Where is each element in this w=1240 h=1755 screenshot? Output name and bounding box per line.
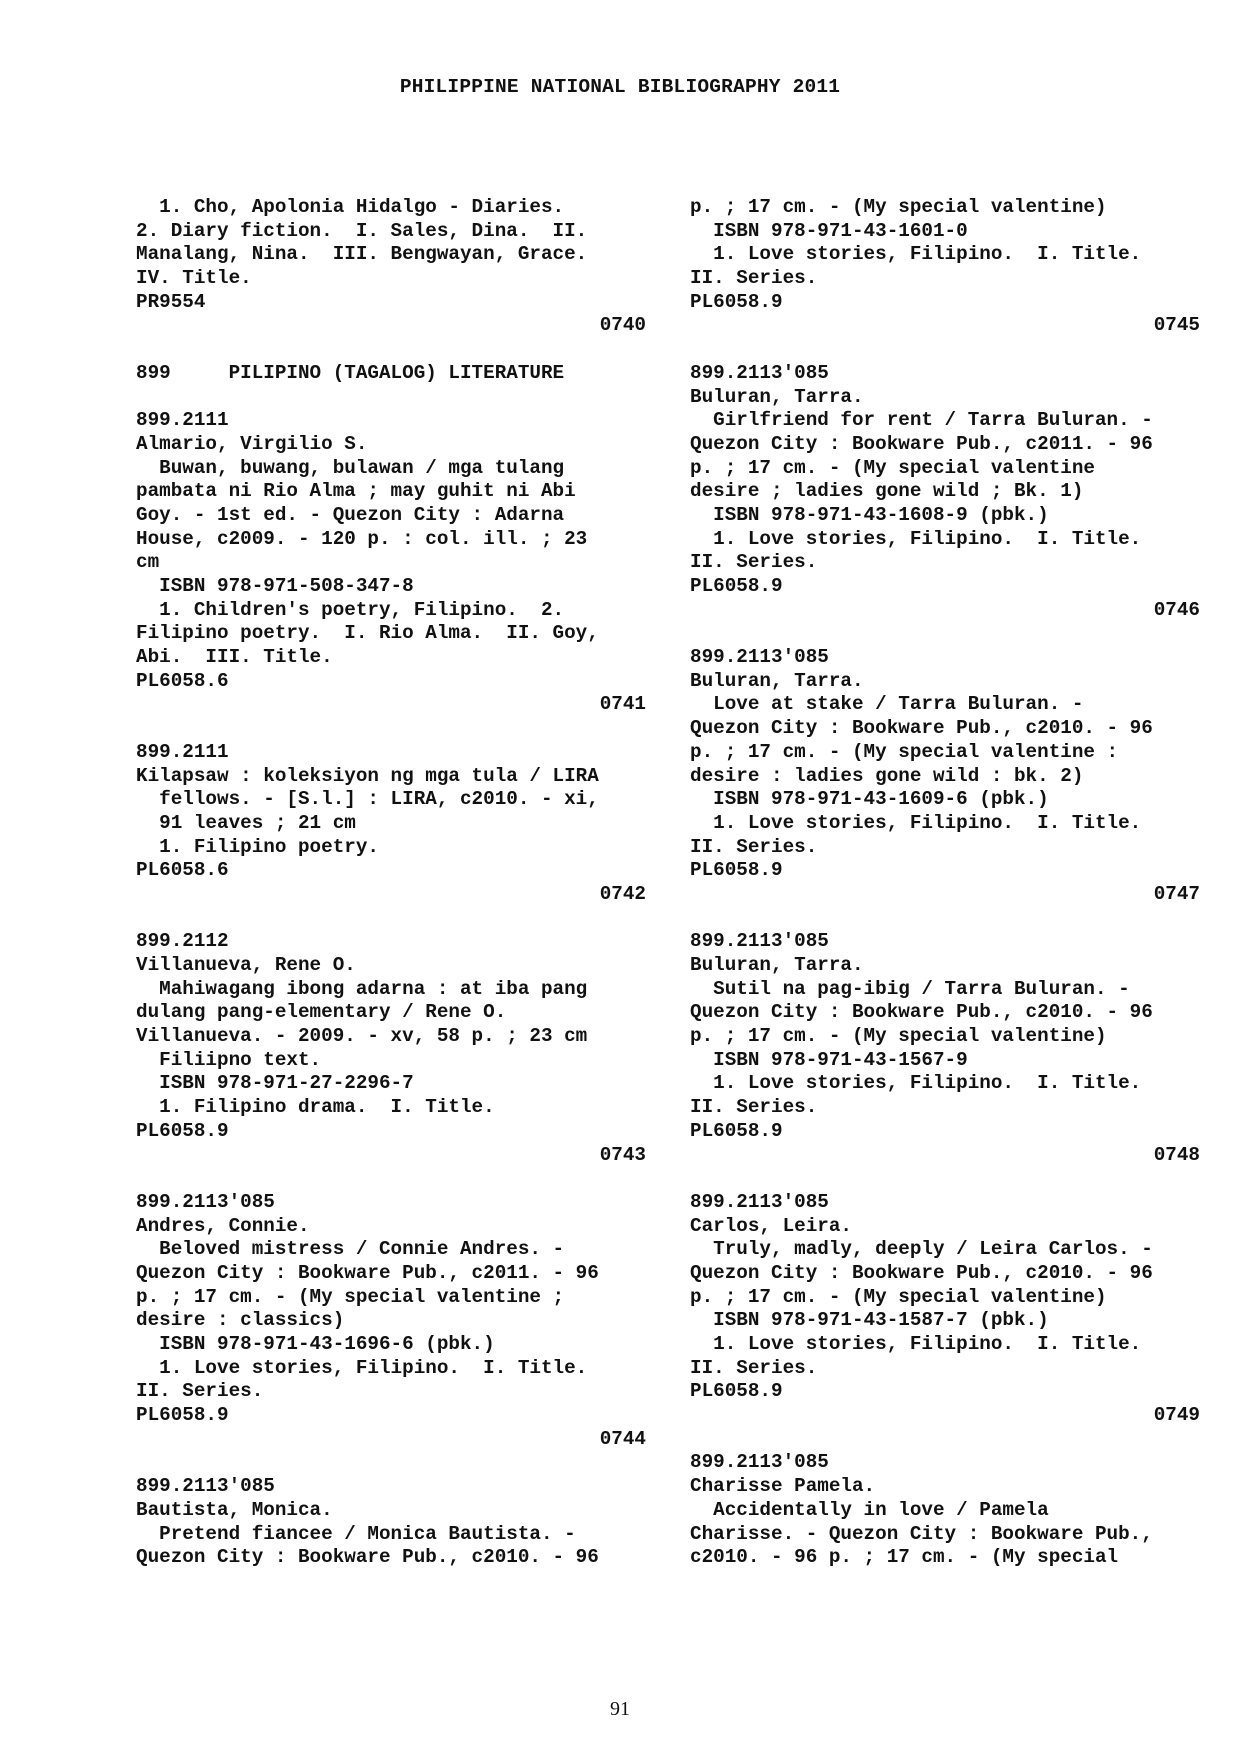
entry-line: Buwan, buwang, bulawan / mga tulang bbox=[136, 456, 565, 479]
entry-line: PL6058.6 bbox=[136, 669, 229, 692]
entry-line: II. Series. bbox=[690, 1096, 818, 1119]
entry-line: 899.2111 bbox=[136, 740, 229, 763]
entry-line: ISBN 978-971-43-1601-0 bbox=[690, 219, 968, 242]
entry-number: 0740 bbox=[599, 314, 646, 337]
blank-line bbox=[690, 1167, 1200, 1191]
entry-line: Quezon City : Bookware Pub., c2010. - 96 bbox=[690, 1261, 1153, 1284]
blank-line bbox=[690, 1428, 1200, 1452]
entry-line: Beloved mistress / Connie Andres. - bbox=[136, 1238, 565, 1261]
entry-line: c2010. - 96 p. ; 17 cm. - (My special bbox=[690, 1546, 1119, 1569]
entry-line: Andres, Connie. bbox=[136, 1214, 310, 1237]
blank-line bbox=[136, 1451, 646, 1475]
entry-number: 0743 bbox=[599, 1143, 646, 1166]
entry-line: PL6058.9 bbox=[136, 1119, 229, 1142]
entry-line: Quezon City : Bookware Pub., c2010. - 96 bbox=[136, 1546, 599, 1569]
entry-line: Villanueva. - 2009. - xv, 58 p. ; 23 cm bbox=[136, 1025, 588, 1048]
blank-line bbox=[690, 622, 1200, 646]
entry-line: Buluran, Tarra. bbox=[690, 954, 864, 976]
entry-number: 0741 bbox=[599, 693, 646, 716]
entry-line: Manalang, Nina. III. Bengwayan, Grace. bbox=[136, 243, 588, 266]
entry-line: p. ; 17 cm. - (My special valentine) bbox=[690, 196, 1107, 218]
entry-line: 1. Children's poetry, Filipino. 2. bbox=[136, 598, 565, 621]
blank-line bbox=[136, 338, 646, 362]
entry-line: p. ; 17 cm. - (My special valentine) bbox=[690, 1285, 1107, 1308]
entry-line: 899.2113'085 bbox=[690, 1451, 829, 1474]
entry-line: 899.2112 bbox=[136, 930, 229, 953]
entry-line: House, c2009. - 120 p. : col. ill. ; 23 bbox=[136, 527, 588, 550]
entry-line: II. Series. bbox=[690, 267, 818, 290]
entry-line: ISBN 978-971-43-1567-9 bbox=[690, 1048, 968, 1071]
entry-line: Filiipno text. bbox=[136, 1048, 322, 1071]
entry-line: Carlos, Leira. bbox=[690, 1214, 852, 1237]
entry-line: 1. Love stories, Filipino. I. Title. bbox=[690, 527, 1142, 550]
entry-line: II. Series. bbox=[690, 551, 818, 574]
entry-line: PL6058.9 bbox=[690, 1119, 783, 1142]
page-number: 91 bbox=[610, 1698, 630, 1720]
entry-line: 1. Cho, Apolonia Hidalgo - Diaries. bbox=[136, 196, 565, 218]
entry-line: 1. Love stories, Filipino. I. Title. bbox=[690, 811, 1142, 834]
entry-line: PL6058.9 bbox=[690, 575, 783, 597]
entry-line: 899.2113'085 bbox=[690, 930, 829, 953]
entry-line: Buluran, Tarra. bbox=[690, 669, 864, 692]
entry-number: 0742 bbox=[599, 882, 646, 905]
blank-line bbox=[690, 338, 1200, 362]
entry-line: pambata ni Rio Alma ; may guhit ni Abi bbox=[136, 480, 576, 503]
entry-line: PL6058.9 bbox=[690, 859, 783, 882]
entry-line: 899.2113'085 bbox=[690, 646, 829, 669]
entry-line: cm bbox=[136, 551, 160, 574]
entry-line: II. Series. bbox=[690, 1356, 818, 1379]
entry-number: 0749 bbox=[1153, 1404, 1200, 1427]
entry-line: Goy. - 1st ed. - Quezon City : Adarna bbox=[136, 503, 565, 526]
entry-line: Love at stake / Tarra Buluran. - bbox=[690, 693, 1084, 716]
entry-line: 899.2113'085 bbox=[136, 1475, 275, 1498]
entry-number: 0747 bbox=[1153, 882, 1200, 905]
entry-line: Filipino poetry. I. Rio Alma. II. Goy, bbox=[136, 622, 599, 645]
entry-line: Almario, Virgilio S. bbox=[136, 432, 368, 455]
entry-number: 0744 bbox=[599, 1427, 646, 1450]
blank-line bbox=[690, 907, 1200, 931]
entry-line: Quezon City : Bookware Pub., c2010. - 96 bbox=[690, 717, 1153, 740]
entry-line: desire : ladies gone wild : bk. 2) bbox=[690, 764, 1084, 787]
entry-line: 1. Filipino poetry. bbox=[136, 835, 379, 858]
entry-line: 899.2113'085 bbox=[690, 361, 829, 384]
entry-line: Quezon City : Bookware Pub., c2011. - 96 bbox=[136, 1261, 599, 1284]
running-title: PHILIPPINE NATIONAL BIBLIOGRAPHY 2011 bbox=[399, 76, 841, 98]
entry-line: Charisse. - Quezon City : Bookware Pub., bbox=[690, 1522, 1153, 1545]
entry-line: Kilapsaw : koleksiyon ng mga tula / LIRA bbox=[136, 764, 599, 787]
entry-line: 899.2113'085 bbox=[690, 1190, 829, 1213]
entry-line: fellows. - [S.l.] : LIRA, c2010. - xi, bbox=[136, 788, 599, 811]
entry-line: ISBN 978-971-43-1587-7 (pbk.) bbox=[690, 1309, 1049, 1332]
entry-line: II. Series. bbox=[690, 835, 818, 858]
entry-number: 0745 bbox=[1153, 314, 1200, 337]
entry-line: p. ; 17 cm. - (My special valentine bbox=[690, 456, 1095, 479]
entry-line: 1. Love stories, Filipino. I. Title. bbox=[690, 1072, 1142, 1095]
entry-number: 0748 bbox=[1153, 1143, 1200, 1166]
entry-line: 899.2113'085 bbox=[136, 1190, 275, 1213]
entry-line: ISBN 978-971-508-347-8 bbox=[136, 575, 414, 597]
entry-line: ISBN 978-971-43-1696-6 (pbk.) bbox=[136, 1333, 495, 1355]
blank-line bbox=[136, 386, 646, 410]
entry-line: 1. Love stories, Filipino. I. Title. bbox=[136, 1356, 588, 1379]
entry-line: Abi. III. Title. bbox=[136, 646, 333, 669]
entry-line: Quezon City : Bookware Pub., c2010. - 96 bbox=[690, 1001, 1153, 1024]
right-column bbox=[690, 196, 1200, 1570]
blank-line bbox=[136, 907, 646, 931]
entry-line: Buluran, Tarra. bbox=[690, 385, 864, 408]
left-column bbox=[136, 196, 646, 1570]
entry-line: p. ; 17 cm. - (My special valentine ; bbox=[136, 1285, 565, 1308]
entry-line: 899.2111 bbox=[136, 409, 229, 432]
entry-line: 1. Love stories, Filipino. I. Title. bbox=[690, 1333, 1142, 1355]
entry-line: 1. Love stories, Filipino. I. Title. bbox=[690, 243, 1142, 266]
entry-line: PL6058.9 bbox=[690, 290, 783, 313]
entry-line: Girlfriend for rent / Tarra Buluran. - bbox=[690, 409, 1153, 432]
entry-line: Bautista, Monica. bbox=[136, 1498, 333, 1521]
entry-line: PL6058.9 bbox=[136, 1404, 229, 1427]
entry-line: desire : classics) bbox=[136, 1309, 345, 1332]
entry-line: 91 leaves ; 21 cm bbox=[136, 811, 356, 834]
entry-number: 0746 bbox=[1153, 598, 1200, 621]
entry-line: desire ; ladies gone wild ; Bk. 1) bbox=[690, 480, 1084, 503]
blank-line bbox=[136, 1167, 646, 1191]
entry-line: ISBN 978-971-43-1608-9 (pbk.) bbox=[690, 503, 1049, 526]
entry-line: 899 PILIPINO (TAGALOG) LITERATURE bbox=[136, 361, 565, 384]
entry-line: 2. Diary fiction. I. Sales, Dina. II. bbox=[136, 219, 588, 242]
entry-line: PR9554 bbox=[136, 290, 206, 313]
entry-line: Mahiwagang ibong adarna : at iba pang bbox=[136, 977, 588, 1000]
entry-line: PL6058.9 bbox=[690, 1380, 783, 1403]
entry-line: p. ; 17 cm. - (My special valentine) bbox=[690, 1025, 1107, 1048]
entry-line: p. ; 17 cm. - (My special valentine : bbox=[690, 740, 1119, 763]
entry-line: Pretend fiancee / Monica Bautista. - bbox=[136, 1522, 576, 1545]
entry-line: PL6058.6 bbox=[136, 859, 229, 882]
entry-line: Truly, madly, deeply / Leira Carlos. - bbox=[690, 1238, 1153, 1261]
entry-line: IV. Title. bbox=[136, 267, 252, 290]
entry-line: Accidentally in love / Pamela bbox=[690, 1498, 1049, 1521]
entry-line: dulang pang-elementary / Rene O. bbox=[136, 1001, 507, 1024]
entry-line: Sutil na pag-ibig / Tarra Buluran. - bbox=[690, 977, 1130, 1000]
blank-line bbox=[136, 717, 646, 741]
entry-line: 1. Filipino drama. I. Title. bbox=[136, 1096, 495, 1119]
entry-line: Charisse Pamela. bbox=[690, 1475, 876, 1498]
entry-line: Villanueva, Rene O. bbox=[136, 954, 356, 976]
entry-line: Quezon City : Bookware Pub., c2011. - 96 bbox=[690, 432, 1153, 455]
entry-line: ISBN 978-971-43-1609-6 (pbk.) bbox=[690, 788, 1049, 811]
entry-line: II. Series. bbox=[136, 1380, 264, 1403]
entry-line: ISBN 978-971-27-2296-7 bbox=[136, 1072, 414, 1095]
